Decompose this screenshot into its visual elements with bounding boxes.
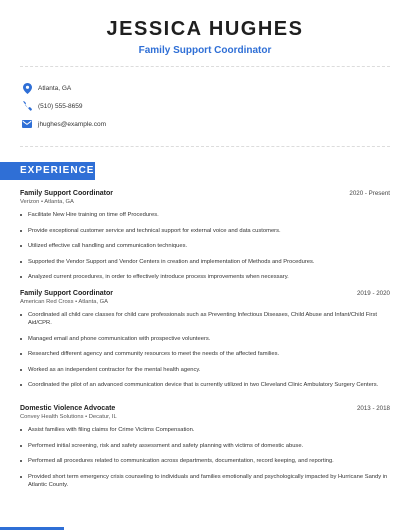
list-item: Utilized effective call handling and communication techniques. (20, 242, 390, 250)
job-dates: 2019 - 2020 (356, 290, 390, 297)
job-entry (20, 290, 390, 397)
contact-text: jhughes@example.com (38, 120, 107, 128)
list-item: Researched different agency and community resources to meet the needs of the affected families. (20, 350, 390, 358)
list-item: Coordinated the pilot of an advanced communication device that is currently utilized in two Cleveland Clinic Ambulatory Surgery Centers. (20, 381, 390, 389)
job-bullets (20, 211, 390, 281)
contact-text: (510) 555-8659 (38, 102, 83, 110)
job-company-location: Verizon • Atlanta, GA (20, 199, 74, 205)
divider (20, 146, 390, 147)
resume-header (0, 0, 410, 57)
list-item: Provide exceptional customer service and technical support for external voice and data customers. (20, 227, 390, 235)
job-dates: 2013 - 2018 (356, 405, 390, 412)
list-item: Performed initial screening, risk and safety assessment and safety planning with victims of domestic abuse. (20, 442, 390, 450)
location-pin-icon (21, 82, 33, 94)
list-item: Supported the Vendor Support and Vendor Centers in creation and implementation of Methods and Procedures. (20, 258, 390, 266)
contact-phone (21, 100, 82, 112)
list-item: Coordinated all child care classes for child care professionals such as Preventing Infectious Diseases, Child Abuse and Infant/Child First Aid/CPR. (20, 311, 390, 327)
candidate-role: Family Support Coordinator (138, 45, 272, 56)
list-item: Facilitate New Hire training on time off Procedures. (20, 211, 390, 219)
job-dates: 2020 - Present (349, 190, 390, 197)
contact-text: Atlanta, GA (38, 84, 72, 92)
job-title: Domestic Violence Advocate (20, 405, 116, 412)
list-item: Worked as an independent contractor for the mental health agency. (20, 366, 390, 374)
job-title: Family Support Coordinator (20, 190, 113, 197)
job-company-location: American Red Cross • Atlanta, GA (20, 299, 109, 305)
job-bullets (20, 311, 390, 389)
job-bullets (20, 426, 390, 489)
contact-location (21, 82, 71, 94)
candidate-name: JESSICA HUGHES (106, 18, 304, 40)
job-entry (20, 190, 390, 289)
section-title-experience: EXPERIENCE (0, 162, 95, 180)
list-item: Provided short term emergency crisis counseling to individuals and families emotionally and psychologically impacted by Hurricane Sandy in Atlantic County. (20, 473, 390, 489)
job-entry (20, 405, 390, 496)
contact-email[interactable] (21, 118, 106, 130)
email-icon (21, 118, 33, 130)
job-title: Family Support Coordinator (20, 290, 113, 297)
divider (20, 66, 390, 67)
list-item: Managed email and phone communication with prospective volunteers. (20, 335, 390, 343)
list-item: Performed all procedures related to communication across departments, documentation, record keeping, and reporting. (20, 457, 390, 465)
job-company-location: Convey Health Solutions • Decatur, IL (20, 414, 117, 420)
list-item: Analyzed current procedures, in order to effectively introduce process improvements when necessary. (20, 273, 390, 281)
list-item: Assist families with filing claims for Crime Victims Compensation. (20, 426, 390, 434)
phone-icon (21, 100, 33, 112)
